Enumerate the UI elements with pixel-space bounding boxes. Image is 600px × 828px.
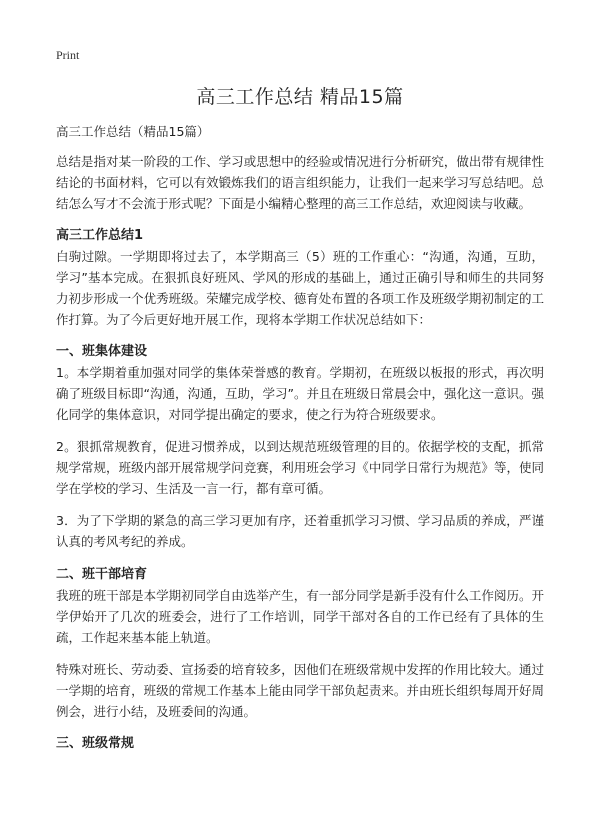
document-subtitle: 高三工作总结（精品15篇）	[56, 124, 210, 139]
heading-class-building: 一、班集体建设	[56, 344, 148, 359]
section-heading-1: 高三工作总结1	[56, 228, 144, 243]
cadre-training-paragraph-2: 特殊对班长、劳动委、宣扬委的培育较多，因他们在班级常规中发挥的作用比较大。通过一学期的培育，班级的常规工作基本上能由同学干部负起责来。并由班长组织每周开好周例会，进行小结，及班委间的沟通。	[56, 662, 544, 719]
section1-paragraph: 白驹过隙。一学期即将过去了，本学期高三（5）班的工作重心：“沟通，沟通，互助，学习”基本完成。在狠抓良好班风、学风的形成的基础上，通过正确引导和师生的共同努力初步形成一个优秀班级。荣耀完成学校、德育处布置的各项工作及班级学期初制定的工作打算。为了今后更好地开展工作，现将本学期工作状况总结如下：	[56, 249, 544, 327]
cadre-training-paragraph-1: 我班的班干部是本学期初同学自由选举产生，有一部分同学是新手没有什么工作阅历。开学伊始开了几次的班委会，进行了工作培训，同学干部对各自的工作已经有了具体的生疏，工作起来基本能上轨道。	[56, 588, 544, 645]
print-link[interactable]: Print	[56, 48, 80, 62]
class-building-item-1: 1。本学期着重加强对同学的集体荣誉感的教育。学期初，在班级以板报的形式，再次明确了班级目标即“沟通，沟通，互助，学习”。并且在班级日常晨会中，强化这一意识。强化同学的集体意识，对同学提出确定的要求，使之行为符合班级要求。	[56, 365, 544, 422]
intro-paragraph: 总结是指对某一阶段的工作、学习或思想中的经验或情况进行分析研究，做出带有规律性结论的书面材料，它可以有效锻炼我们的语言组织能力，让我们一起来学习写总结吧。总结怎么写才不会流于形式呢？下面是小编精心整理的高三工作总结，欢迎阅读与收藏。	[56, 154, 544, 211]
heading-cadre-training: 二、班干部培育	[56, 567, 148, 582]
class-building-item-2: 2。狠抓常规教育，促进习惯养成，以到达规范班级管理的目的。依据学校的支配，抓常规学常规，班级内部开展常规学问竞赛，利用班会学习《中同学日常行为规范》等，使同学在学校的学习、生活及一言一行，都有章可循。	[56, 439, 544, 496]
class-building-item-3: 3．为了下学期的紧急的高三学习更加有序，还着重抓学习习惯、学习品质的养成，严谨认真的考风考纪的养成。	[56, 513, 544, 549]
heading-class-routine: 三、班级常规	[56, 736, 135, 751]
document-body	[56, 121, 544, 754]
document-title: 高三工作总结 精品15篇	[196, 86, 404, 108]
